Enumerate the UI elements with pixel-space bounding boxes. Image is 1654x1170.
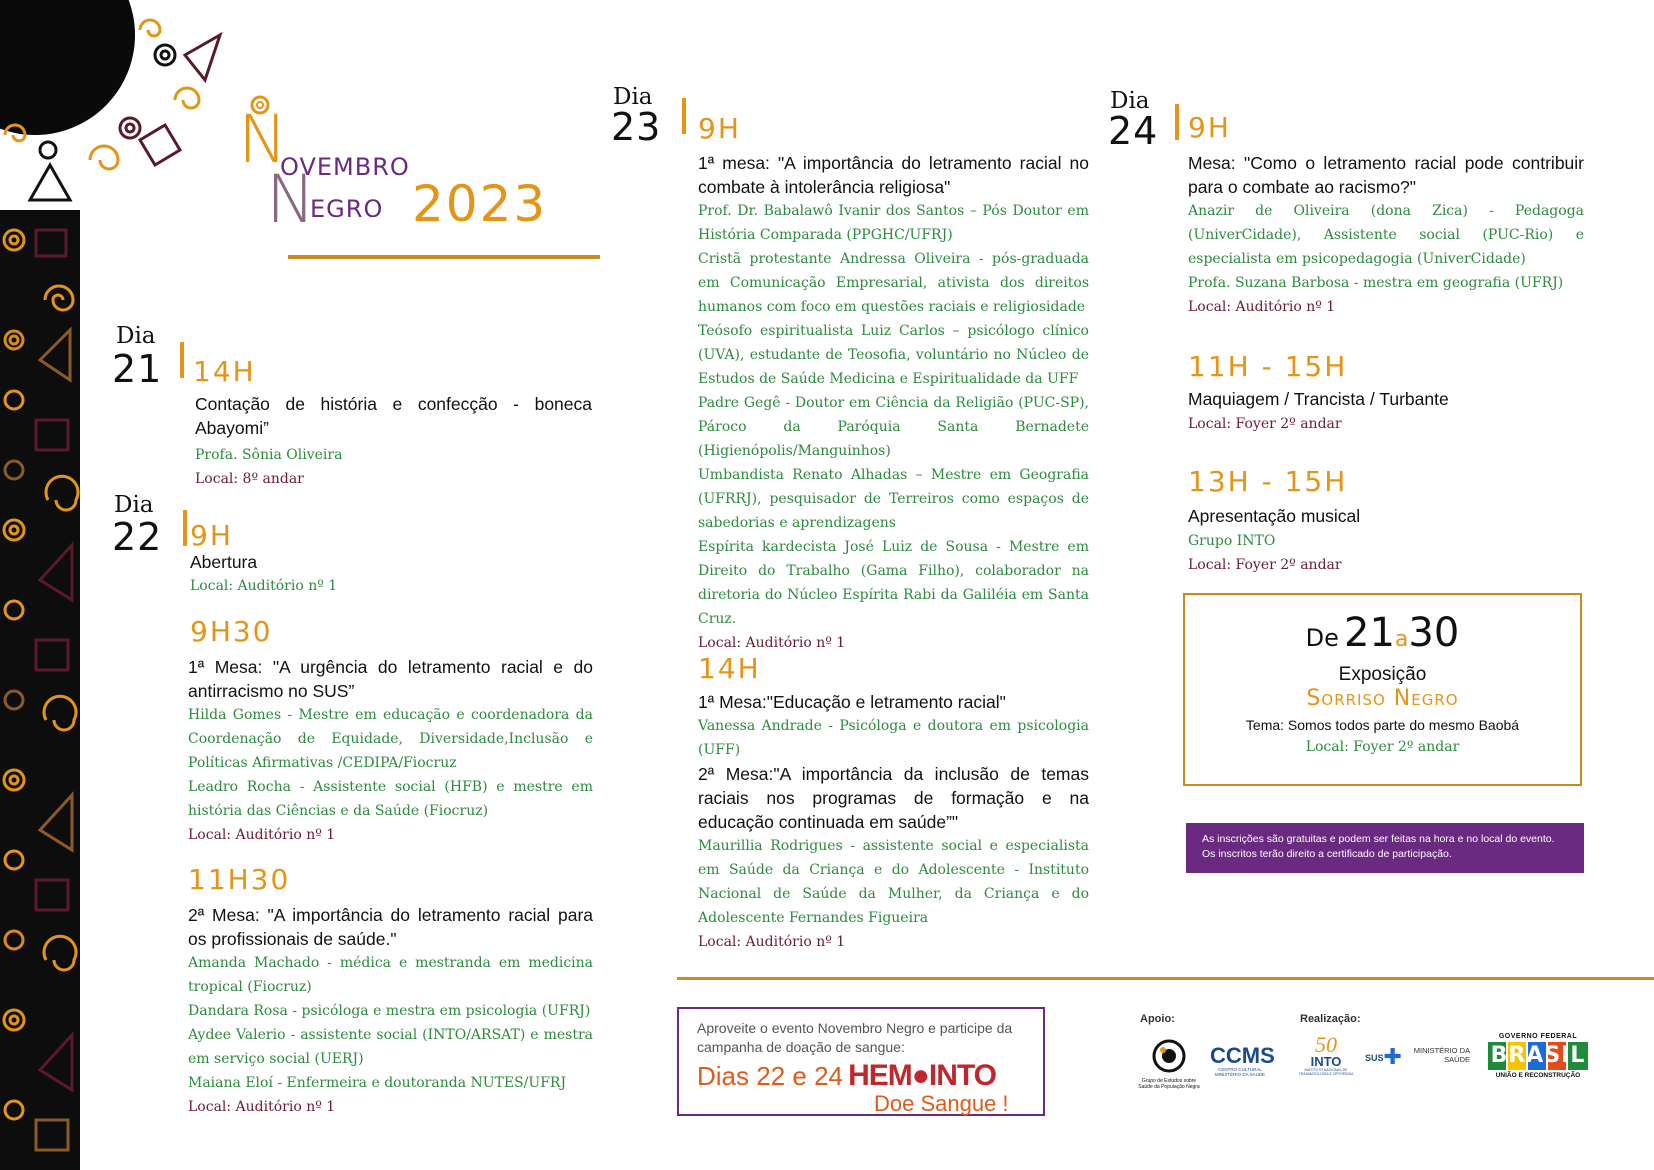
exhibition-name: Sorriso Negro	[1306, 686, 1459, 711]
hemointo-logo	[848, 1059, 996, 1092]
day22-mesa2-title: 2ª Mesa: "A importância do letramento racial para os profissionais de saúde."	[188, 905, 593, 949]
ministerio-label: MINISTÉRIO DA SAÚDE	[1413, 1046, 1470, 1064]
exhibition-end: 30	[1408, 610, 1460, 656]
day23-time-2: 14H	[698, 652, 761, 685]
day21-time: 14H	[193, 355, 256, 388]
day23-mesa1b-title: 1ª Mesa:"Educação e letramento racial"	[698, 692, 1006, 712]
exhibition-label: Exposição	[1338, 664, 1427, 685]
day24-workshop-local: Local: Foyer 2º andar	[1188, 416, 1342, 432]
sus-cross-icon: ✚	[1383, 1045, 1402, 1070]
day21-speaker: Profa. Sônia Oliveira	[195, 447, 343, 463]
governo-federal-logo	[1486, 1033, 1590, 1079]
gesp-label: Grupo de Estudos sobre Saúde da População Negra	[1138, 1078, 1200, 1090]
day24-time-2: 11H - 15H	[1188, 350, 1348, 383]
decorative-top-ornament	[0, 0, 230, 220]
day23-speaker-4: Padre Gegê - Doutor em Ciência da Religião (PUC-SP), Pároco da Paróquia Santa Bernadete (Higienópolis/Manguinhos)	[698, 395, 1089, 459]
day22-mesa1-speaker-2: Leadro Rocha - Assistente social (HFB) e mestre em história das Ciências e da Saúde (Fiocruz)	[188, 779, 593, 819]
into-sub: INSTITUTO NACIONAL DE TRAUMATOLOGIA E ORTOPEDIA	[1298, 1068, 1354, 1076]
event-title	[240, 95, 600, 265]
day23-time-1: 9H	[698, 112, 741, 145]
day23-speaker-1: Prof. Dr. Babalawô Ivanir dos Santos – Pós Doutor em História Comparada (PPGHC/UFRJ)	[698, 203, 1089, 243]
ccms-logo	[1210, 1043, 1275, 1077]
hemointo-brand-2: INTO	[928, 1059, 996, 1092]
exhibition-tema: Tema: Somos todos parte do mesmo Baobá	[1245, 717, 1520, 733]
day21-title: Contação de história e confecção - boneca Abayomi”	[195, 394, 592, 438]
into-50: 50	[1315, 1032, 1337, 1057]
day23-label: Dia	[613, 84, 653, 110]
day23-number: 23	[611, 105, 662, 149]
day24-time-1: 9H	[1188, 111, 1231, 144]
day22-label: Dia	[114, 492, 154, 518]
day23-mesa2-title: 2ª Mesa:"A importância da inclusão de temas raciais nos programas de formação e na educação continuada em saúde”"	[698, 764, 1089, 832]
brasil-label: BRASIL	[1490, 1043, 1586, 1068]
brasil-wordmark	[1486, 1040, 1590, 1072]
day23-speaker-2: Cristã protestante Andressa Oliveira - pós-graduada em Comunicação Empresarial, ativista dos direitos humanos com foco em questões raciais e religiosidade	[698, 251, 1089, 315]
ccms-sub: CENTRO CULTURAL MINISTÉRIO DA SAÚDE	[1214, 1067, 1266, 1077]
day24-mesa-title: Mesa: "Como o letramento racial pode contribuir para o combate ao racismo?"	[1188, 153, 1584, 197]
title-novembro: OVEMBRO	[280, 153, 410, 181]
blood-days: Dias 22 e 24	[697, 1061, 843, 1091]
day24-number: 24	[1108, 109, 1159, 153]
exhibition-de: De	[1305, 624, 1339, 652]
day22-mesa2-local: Local: Auditório nº 1	[188, 1099, 336, 1115]
sus-logo	[1365, 1047, 1402, 1069]
day22-mesa2-speaker-4: Maiana Eloí - Enfermeira e doutoranda NUTES/UFRJ	[188, 1075, 567, 1091]
day24-block-1	[1188, 151, 1584, 319]
registration-notice	[1186, 823, 1584, 873]
blood-donation-box	[677, 1007, 1045, 1116]
into-label: INTO	[1310, 1054, 1342, 1069]
day22-time-3: 11H30	[188, 863, 291, 896]
realizacao-label: Realização:	[1300, 1013, 1361, 1025]
day23-mesa2-speaker: Maurillia Rodrigues - assistente social e especialista em Saúde da Criança e do Adolescente - Instituto Nacional de Saúde da Mulher, da Criança e do Adolescente Fernandes Figueira	[698, 838, 1089, 926]
day24-workshop-title: Maquiagem / Trancista / Turbante	[1188, 389, 1449, 409]
day23-mesa1-local: Local: Auditório nº 1	[698, 635, 846, 651]
day22-abertura: Abertura	[190, 552, 258, 572]
day24-label: Dia	[1110, 88, 1150, 114]
day23-speaker-5: Umbandista Renato Alhadas – Mestre em Geografia (UFRRJ), pesquisador de Terreiros como espaços de sabedorias e aprendizagens	[698, 467, 1089, 531]
day23-divider	[682, 98, 686, 134]
day22-number: 22	[112, 515, 163, 559]
day24-speaker-1: Anazir de Oliveira (dona Zica) - Pedagoga (UniverCidade), Assistente social (PUC-Rio) e especialista em psicopedagogia (UniverCidade)	[1188, 203, 1584, 267]
exhibition-local: Local: Foyer 2º andar	[1305, 739, 1460, 755]
exhibition-box	[1183, 593, 1582, 786]
title-initial-n1: N	[238, 101, 288, 178]
day21-local: Local: 8º andar	[195, 471, 304, 487]
day22-time-2: 9H30	[190, 615, 273, 648]
day23-block-1	[698, 151, 1089, 655]
footer-divider	[677, 977, 1654, 980]
hemointo-brand-1: HEM	[848, 1059, 912, 1092]
ccms-label: CCMS	[1210, 1043, 1275, 1068]
day23-mesa1b-speaker: Vanessa Andrade - Psicóloga e doutora em psicologia (UFF)	[698, 718, 1089, 758]
day21-label: Dia	[116, 323, 156, 349]
blood-cta: Doe Sangue !	[874, 1091, 1009, 1116]
gesp-logo	[1134, 1038, 1204, 1090]
day24-music-title: Apresentação musical	[1188, 506, 1361, 526]
apoio-label: Apoio:	[1140, 1013, 1175, 1025]
day22-divider	[183, 510, 187, 546]
uniao-label: UNIÃO E RECONSTRUÇÃO	[1495, 1072, 1581, 1079]
notice-line-2: Os inscritos terão direito a certificado de participação.	[1202, 848, 1452, 860]
exhibition-start: 21	[1344, 610, 1395, 656]
day22-mesa1-speaker-1: Hilda Gomes - Mestre em educação e coordenadora da Coordenação de Equidade, Diversidade,Inclusão e Políticas Afirmativas /CEDIPA/Fiocruz	[188, 707, 593, 771]
day22-block-2	[188, 655, 593, 847]
notice-line-1: As inscrições são gratuitas e podem ser feitas na hora e no local do evento.	[1202, 833, 1555, 845]
day23-speaker-3: Teósofo espiritualista Luiz Carlos – psicólogo clínico (UVA), estudante de Teosofia, voluntário no Núcleo de Estudos de Saúde Medicina e Espiritualidade da UFF	[698, 323, 1089, 387]
day23-speaker-6: Espírita kardecista José Luiz de Sousa - Mestre em Direito do Trabalho (Gama Filho), colaborador na diretoria do Núcleo Espírita Rabi da Galiléia em Santa Cruz.	[698, 539, 1089, 627]
day23-block-2	[698, 690, 1089, 954]
day21-number: 21	[112, 347, 163, 391]
title-negro: EGRO	[310, 195, 384, 223]
title-initial-n2: N	[266, 161, 316, 238]
day24-speaker-2: Profa. Suzana Barbosa - mestra em geografia (UFRJ)	[1188, 275, 1564, 291]
day22-mesa1-title: 1ª Mesa: "A urgência do letramento racial e do antirracismo no SUS”	[188, 657, 593, 701]
day23-block2-local: Local: Auditório nº 1	[698, 934, 846, 950]
day22-block-3	[188, 903, 593, 1119]
title-year: 2023	[412, 175, 548, 233]
day22-mesa2-speaker-1: Amanda Machado - médica e mestranda em medicina tropical (Fiocruz)	[188, 955, 593, 995]
day24-time-3: 13H - 15H	[1188, 465, 1348, 498]
day22-time-1: 9H	[190, 519, 233, 552]
day24-divider	[1175, 104, 1179, 140]
exhibition-dates	[1185, 610, 1580, 656]
day22-mesa2-speaker-3: Aydee Valerio - assistente social (INTO/ARSAT) e mestra em serviço social (UERJ)	[188, 1027, 593, 1067]
blood-days-row	[697, 1061, 1043, 1091]
blood-drop-icon: ●	[911, 1059, 929, 1092]
sus-label: SUS	[1365, 1053, 1384, 1063]
blood-text: Aproveite o evento Novembro Negro e participe da campanha de doação de sangue:	[697, 1020, 1013, 1055]
day22-mesa1-local: Local: Auditório nº 1	[188, 827, 336, 843]
day24-music-speaker: Grupo INTO	[1188, 533, 1276, 549]
day24-mesa-local: Local: Auditório nº 1	[1188, 299, 1336, 315]
into-logo	[1296, 1032, 1356, 1076]
day21-divider	[180, 342, 184, 378]
day22-mesa2-speaker-2: Dandara Rosa - psicóloga e mestra em psicologia (UFRJ)	[188, 1003, 591, 1019]
gov-label: GOVERNO FEDERAL	[1498, 1033, 1578, 1040]
day22-abertura-local: Local: Auditório nº 1	[190, 578, 338, 594]
gesp-emblem-icon	[1149, 1038, 1189, 1074]
day23-mesa1-title: 1ª mesa: "A importância do letramento racial no combate à intolerância religiosa"	[698, 153, 1089, 197]
day24-music-local: Local: Foyer 2º andar	[1188, 557, 1342, 573]
exhibition-a: a	[1394, 627, 1409, 652]
